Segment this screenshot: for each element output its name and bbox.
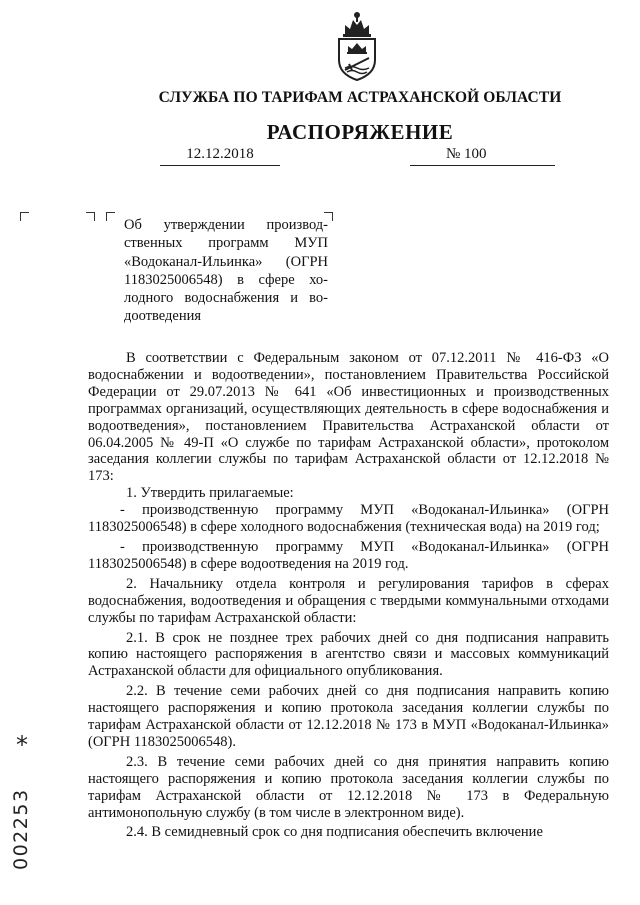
- item-2: 2. Начальнику отдела контроля и регулирования тарифов в сферах водоснабжения, водоотведения и обращения с твердыми коммунальными отходами службы по тарифам Астраханской области:: [88, 575, 609, 626]
- corner-mark-inner-right: [86, 212, 95, 221]
- corner-mark-subject-left: [106, 212, 115, 221]
- preamble-paragraph: В соответствии с Федеральным законом от 07.12.2011 № 416-ФЗ «О водоснабжении и водоотведении», постановлением Правительства Российской Федерации от 29.07.2013 № 641 «Об инвестиционных и производственных программах организаций, осуществляющих деятельность в сфере водоснабжения и водоотведения», постановлением Правительства Астраханской области от 06.04.2005 № 49-П «О службе по тарифам Астраханской области», протоколом заседания коллегии службы по тарифам Астраханской области от 12.12.2018 № 173:: [88, 350, 609, 485]
- astrakhan-coat-of-arms-icon: [331, 8, 383, 82]
- item-1-a: - производственную программу МУП «Водоканал-Ильинка» (ОГРН 1183025006548) в сфере холодного водоснабжения (техническая вода) на 2019 год;: [88, 502, 609, 536]
- margin-star-mark: *: [16, 731, 28, 759]
- item-2-2: 2.2. В течение семи рабочих дней со дня подписания направить копию настоящего распоряжения и копию протокола заседания коллегии службы по тарифам Астраханской области от 12.12.2018 № 173 в МУП «Водоканал-Ильинка» (ОГРН 1183025006548).: [88, 683, 609, 750]
- document-number-text: № 100: [446, 146, 487, 162]
- item-2-3: 2.3. В течение семи рабочих дней со дня принятия направить копию настоящего распоряжения и копию протокола заседания коллегии службы по тарифам Астраханской области от 12.12.2018 № 173 в Федеральную антимонопольную службу (в том числе в электронном виде).: [88, 753, 609, 821]
- item-1-b: - производственную программу МУП «Водоканал-Ильинка» (ОГРН 1183025006548) в сфере водоотведения на 2019 год.: [88, 538, 609, 572]
- document-number: [410, 146, 555, 166]
- item-1: 1. Утвердить прилагаемые:: [126, 485, 294, 502]
- document-date: 12.12.2018: [160, 146, 280, 166]
- margin-serial-number: 002253: [10, 788, 32, 870]
- document-body: [88, 350, 609, 841]
- document-type: РАСПОРЯЖЕНИЕ: [266, 120, 454, 144]
- item-2-1: 2.1. В срок не позднее трех рабочих дней со дня подписания направить копию настоящего распоряжения в агентство связи и массовых коммуникаций Астраханской области для официального опубликования.: [88, 629, 609, 680]
- organization-name: СЛУЖБА ПО ТАРИФАМ АСТРАХАНСКОЙ ОБЛАСТИ: [158, 89, 562, 106]
- item-2-4: 2.4. В семидневный срок со дня подписания обеспечить включение: [126, 824, 543, 841]
- corner-mark-left: [20, 212, 29, 221]
- document-subject: Об утверждении производ-ственных программ МУП «Водоканал-Ильинка» (ОГРН 1183025006548) в сфере хо-лодного водоснабжения и во-доотведения: [124, 217, 328, 325]
